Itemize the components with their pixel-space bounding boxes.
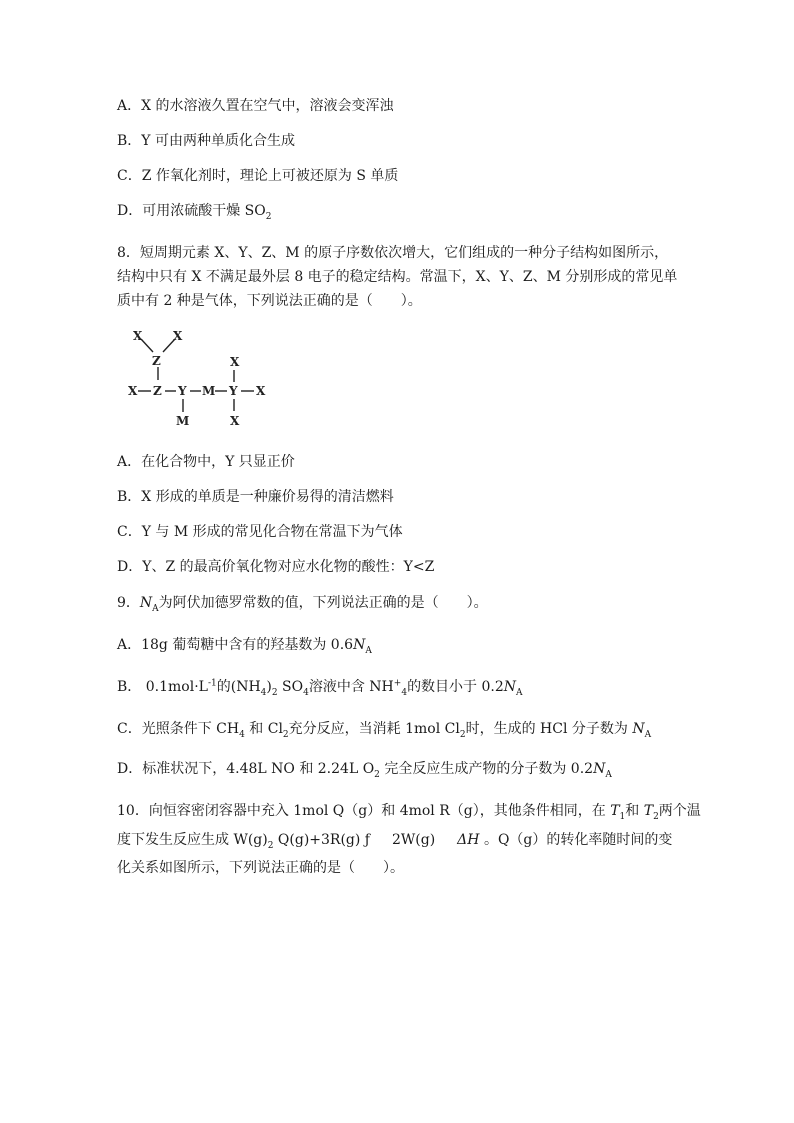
q10-stem-line-3: 化关系如图所示，下列说法正确的是（ ）。 (117, 860, 404, 876)
atom-x: X (230, 355, 240, 369)
q7-option-d: D．可用浓硫酸干燥 $SO_2$ (117, 203, 272, 222)
q9-option-c: C．光照条件下 $CH_4$ 和 $Cl_2$充分反应，当消耗 1mol $Cl_2$时，生成的 HCl 分子数为 $N_A$ (117, 721, 652, 740)
q8-option-c: C．Y 与 M 形成的常见化合物在常温下为气体 (117, 524, 403, 540)
molecular-structure-diagram (117, 322, 287, 432)
q7-option-c: C．Z 作氧化剂时，理论上可被还原为 S 单质 (117, 168, 399, 184)
atom-z: Z (153, 384, 162, 398)
atom-x: X (173, 329, 183, 343)
q10-stem-line-1: 10．向恒容密闭容器中充入 1mol Q（g）和 4mol R（g），其他条件相同，在 $T_1$和 $T_2$两个温 (117, 803, 701, 822)
atom-x: X (133, 329, 143, 343)
atom-x: X (230, 414, 240, 428)
q7-option-a: A．X 的水溶液久置在空气中，溶液会变浑浊 (117, 98, 394, 114)
q9-option-d: D．标准状况下，4.48L NO 和 2.24L $O_2$ 完全反应生成产物的分子数为 $0.2N_A$ (117, 761, 612, 780)
q8-stem-line-2: 结构中只有 X 不满足最外层 8 电子的稳定结构。常温下，X、Y、Z、M 分别形成的常见单 (117, 269, 678, 285)
q8-option-b: B．X 形成的单质是一种廉价易得的清洁燃料 (117, 489, 394, 505)
atom-m: M (176, 414, 190, 428)
q8-stem-line-1: 8．短周期元素 X、Y、Z、M 的原子序数依次增大，它们组成的一种分子结构如图所示， (117, 245, 669, 261)
q8-option-d: D．Y、Z 的最高价氧化物对应水化物的酸性：Y<Z (117, 559, 435, 575)
atom-x: X (128, 384, 138, 398)
atom-z: Z (152, 354, 161, 368)
q8-stem-line-3: 质中有 2 种是气体，下列说法正确的是（ ）。 (117, 293, 422, 309)
q10-stem-line-2: 度下发生反应生成 $W(g)_2$ Q(g)+3R(g) ƒ 2W(g) ΔH 。Q（g）的转化率随时间的变 (117, 832, 673, 851)
atom-y: Y (178, 384, 187, 398)
q7-option-b: B．Y 可由两种单质化合生成 (117, 133, 295, 149)
q9-option-b: B． $0.1mol\cdot L^{-1}$的$(NH_4)_2$ $SO_4$溶液中含 $NH^+_4$的数目小于 $0.2N_A$ (117, 678, 523, 698)
atom-m: M (202, 384, 216, 398)
q9-stem: 9．$N_A$为阿伏加德罗常数的值，下列说法正确的是（ ）。 (117, 595, 488, 614)
q9-option-a: A．18g 葡萄糖中含有的羟基数为 $0.6N_A$ (117, 637, 372, 656)
q8-option-a: A．在化合物中，Y 只显正价 (117, 454, 295, 470)
atom-y: Y (229, 384, 238, 398)
atom-x: X (256, 384, 266, 398)
